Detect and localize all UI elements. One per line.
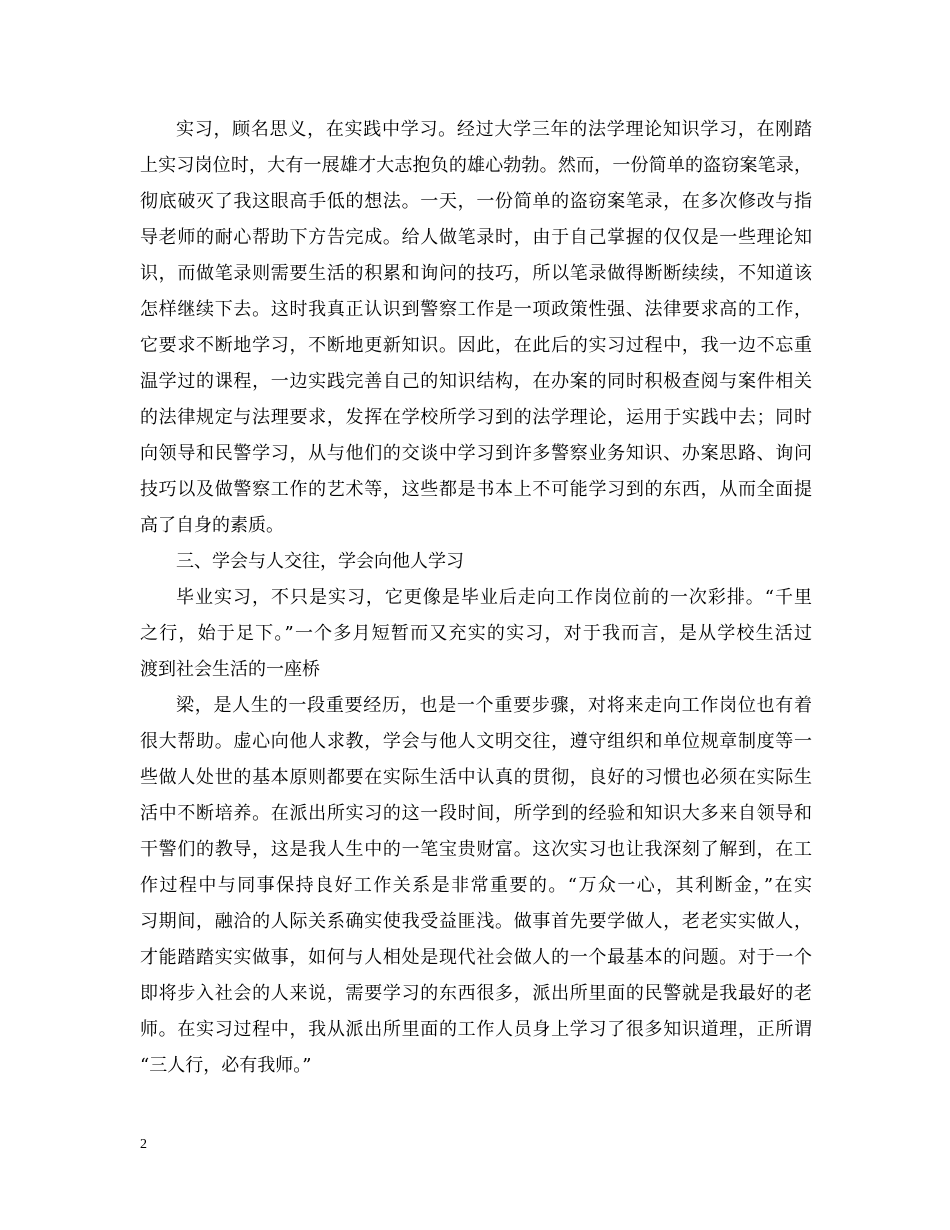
text-line: 很大帮助。虚心向他人求教，学会与他人文明交往，遵守组织和单位规章制度等一 bbox=[140, 731, 812, 752]
text-line: 习期间，融洽的人际关系确实使我受益匪浅。做事首先要学做人，老老实实做人， bbox=[140, 911, 812, 932]
text-line: 实习，顾名思义，在实践中学习。经过大学三年的法学理论知识学习，在刚踏 bbox=[176, 119, 812, 140]
text-line: 导老师的耐心帮助下方告完成。给人做笔录时，由于自己掌握的仅仅是一些理论知 bbox=[140, 227, 812, 248]
text-line: 活中不断培养。在派出所实习的这一段时间，所学到的经验和知识大多来自领导和 bbox=[140, 803, 812, 824]
text-line: 它要求不断地学习，不断地更新知识。因此，在此后的实习过程中，我一边不忘重 bbox=[140, 335, 812, 356]
text-line: 温学过的课程，一边实践完善自己的知识结构，在办案的同时积极查阅与案件相关 bbox=[140, 371, 812, 392]
text-line: “三人行，必有我师。” bbox=[140, 1055, 312, 1076]
text-line: 师。在实习过程中，我从派出所里面的工作人员身上学习了很多知识道理，正所谓 bbox=[140, 1019, 812, 1040]
text-line: 高了自身的素质。 bbox=[140, 515, 284, 536]
text-line: 识，而做笔录则需要生活的积累和询问的技巧，所以笔录做得断断续续，不知道该 bbox=[140, 263, 812, 284]
document-body bbox=[140, 112, 812, 1084]
text-line: 怎样继续下去。这时我真正认识到警察工作是一项政策性强、法律要求高的工作， bbox=[140, 299, 812, 320]
text-line: 才能踏踏实实做事，如何与人相处是现代社会做人的一个最基本的问题。对于一个 bbox=[140, 947, 812, 968]
text-line: 彻底破灭了我这眼高手低的想法。一天，一份简单的盗窃案笔录，在多次修改与指 bbox=[140, 191, 812, 212]
text-line: 上实习岗位时，大有一展雄才大志抱负的雄心勃勃。然而，一份简单的盗窃案笔录， bbox=[140, 155, 812, 176]
text-line: 三、学会与人交往，学会向他人学习 bbox=[176, 551, 464, 572]
text-line: 的法律规定与法理要求，发挥在学校所学习到的法学理论，运用于实践中去；同时 bbox=[140, 407, 812, 428]
text-line: 向领导和民警学习，从与他们的交谈中学习到许多警察业务知识、办案思路、询问 bbox=[140, 443, 812, 464]
text-line: 渡到社会生活的一座桥 bbox=[140, 659, 320, 680]
text-line: 之行，始于足下。”一个多月短暂而又充实的实习，对于我而言，是从学校生活过 bbox=[140, 623, 812, 644]
text-line: 毕业实习，不只是实习，它更像是毕业后走向工作岗位前的一次彩排。“千里 bbox=[176, 587, 812, 608]
text-line: 作过程中与同事保持良好工作关系是非常重要的。“万众一心，其利断金，”在实 bbox=[140, 875, 812, 896]
text-line: 干警们的教导，这是我人生中的一笔宝贵财富。这次实习也让我深刻了解到，在工 bbox=[140, 839, 812, 860]
page-number: 2 bbox=[140, 1137, 147, 1152]
text-line: 技巧以及做警察工作的艺术等，这些都是书本上不可能学习到的东西，从而全面提 bbox=[140, 479, 812, 500]
text-line: 梁，是人生的一段重要经历，也是一个重要步骤，对将来走向工作岗位也有着 bbox=[176, 695, 812, 716]
text-line: 些做人处世的基本原则都要在实际生活中认真的贯彻，良好的习惯也必须在实际生 bbox=[140, 767, 812, 788]
text-line: 即将步入社会的人来说，需要学习的东西很多，派出所里面的民警就是我最好的老 bbox=[140, 983, 812, 1004]
